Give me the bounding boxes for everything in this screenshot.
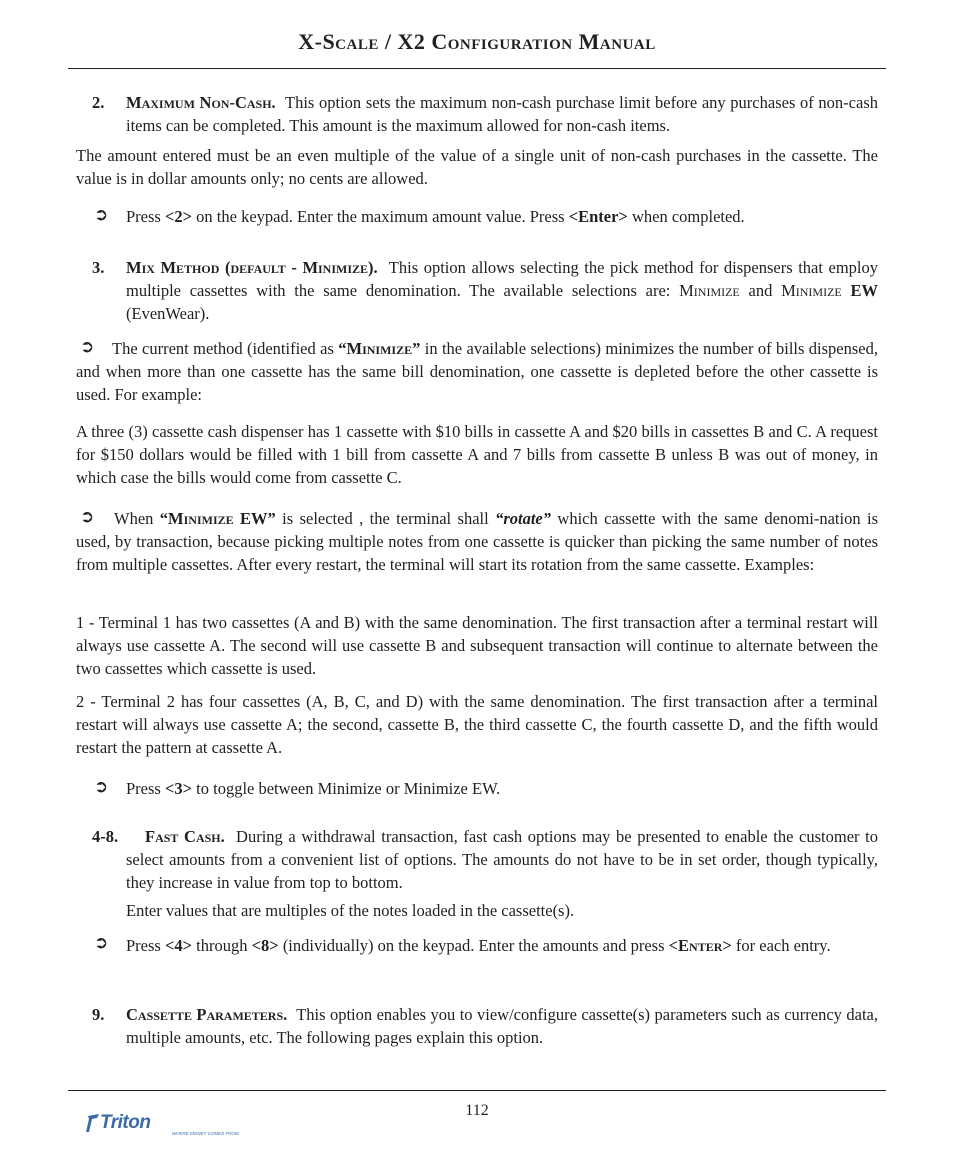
page-header-title: X-Scale / X2 Configuration Manual	[298, 29, 656, 54]
item-3-text: Mix Method (default - Minimize). This option allows selecting the pick method for dispensers that employ multiple cassettes with the same denomination. The available selections are: Minimize and Minimize EW (EvenWear).	[126, 258, 878, 323]
triton-logo	[86, 1111, 256, 1137]
logo-wordmark: Triton	[100, 1112, 151, 1133]
arrow-icon: ➲	[94, 205, 109, 225]
logo-tagline: WHERE MONEY COMES FROM.	[172, 1131, 240, 1136]
example-1-paragraph: 1 - Terminal 1 has two cassettes (A and B) with the same denomination. The first transaction after a terminal restart will always use cassette A. The second will use cassette B and subsequent transaction will continue to alternate between the two cassettes which cassette is used.	[76, 613, 878, 678]
item-2-title: Maximum Non-Cash.	[126, 93, 276, 112]
step-press-3: Press <3> to toggle between Minimize or Minimize EW.	[126, 779, 501, 798]
header-rule	[68, 68, 886, 69]
item-3-number: 3.	[92, 258, 105, 277]
item-4-8-text: Fast Cash. During a withdrawal transaction, fast cash options may be presented to enable the customer to select amounts from a convenient list of options. The amounts do not have to be in set order, though typically, they increase in value from top to bottom.	[126, 827, 879, 892]
footer-rule	[68, 1090, 886, 1091]
item-4-8-title: Fast Cash.	[145, 827, 225, 846]
step-press-2: Press <2> on the keypad. Enter the maximum amount value. Press <Enter> when completed.	[126, 207, 745, 226]
minimize-ew-paragraph: When “Minimize EW” is selected , the terminal shall “rotate” which cassette with the same denomi-nation is used, by transaction, because picking multiple notes from one cassette is quicker than picking the same number of notes from multiple cassettes. After every restart, the terminal will start its rotation from the same cassette. Examples:	[76, 509, 878, 574]
item-9-number: 9.	[92, 1005, 105, 1024]
item-3-title: Mix Method (default - Minimize).	[126, 258, 378, 277]
page-number: 112	[465, 1102, 489, 1119]
triton-mark-icon	[86, 1113, 100, 1133]
item-4-8-number: 4-8.	[92, 827, 119, 846]
amount-paragraph: The amount entered must be an even multiple of the value of a single unit of non-cash purchases in the cassette. The value is in dollar amounts only; no cents are allowed.	[76, 146, 878, 188]
arrow-icon: ➲	[80, 337, 95, 357]
current-method-paragraph: The current method (identified as “Minimize” in the available selections) minimizes the number of bills dispensed, and when more than one cassette has the same bill denomination, one cassette is depleted before the other cassette is used. For example:	[76, 339, 878, 404]
example-2-paragraph: 2 - Terminal 2 has four cassettes (A, B, C, and D) with the same denomination. The first transaction after a terminal restart will always use cassette A; the second, cassette B, the third cassette C, the fourth cassette D, and the fifth would restart the pattern at cassette A.	[76, 692, 878, 757]
arrow-icon: ➲	[94, 777, 109, 797]
example-three-cassette: A three (3) cassette cash dispenser has 1 cassette with $10 bills in cassette A and $20 bills in cassettes B and C. A request for $150 dollars would be filled with 1 bill from cassette A and 7 bills from cassette B unless B was out of money, in which case the bills would come from cassette C.	[76, 422, 878, 487]
item-2-number: 2.	[92, 93, 105, 112]
item-2-body: This option sets the maximum non-cash purchase limit before any purchases of non-cash items can be completed. This amount is the maximum allowed for non-cash items.	[126, 93, 878, 135]
step-press-4-8: Press <4> through <8> (individually) on the keypad. Enter the amounts and press <Enter> for each entry.	[126, 936, 831, 955]
arrow-icon: ➲	[80, 507, 95, 527]
arrow-icon: ➲	[94, 933, 109, 953]
item-4-8-note: Enter values that are multiples of the notes loaded in the cassette(s).	[126, 901, 575, 920]
item-9-text: Cassette Parameters. This option enables you to view/configure cassette(s) parameters such as currency data, multiple amounts, etc. The following pages explain this option.	[126, 1005, 878, 1047]
item-2-text	[126, 91, 878, 137]
item-9-title: Cassette Parameters.	[126, 1005, 288, 1024]
